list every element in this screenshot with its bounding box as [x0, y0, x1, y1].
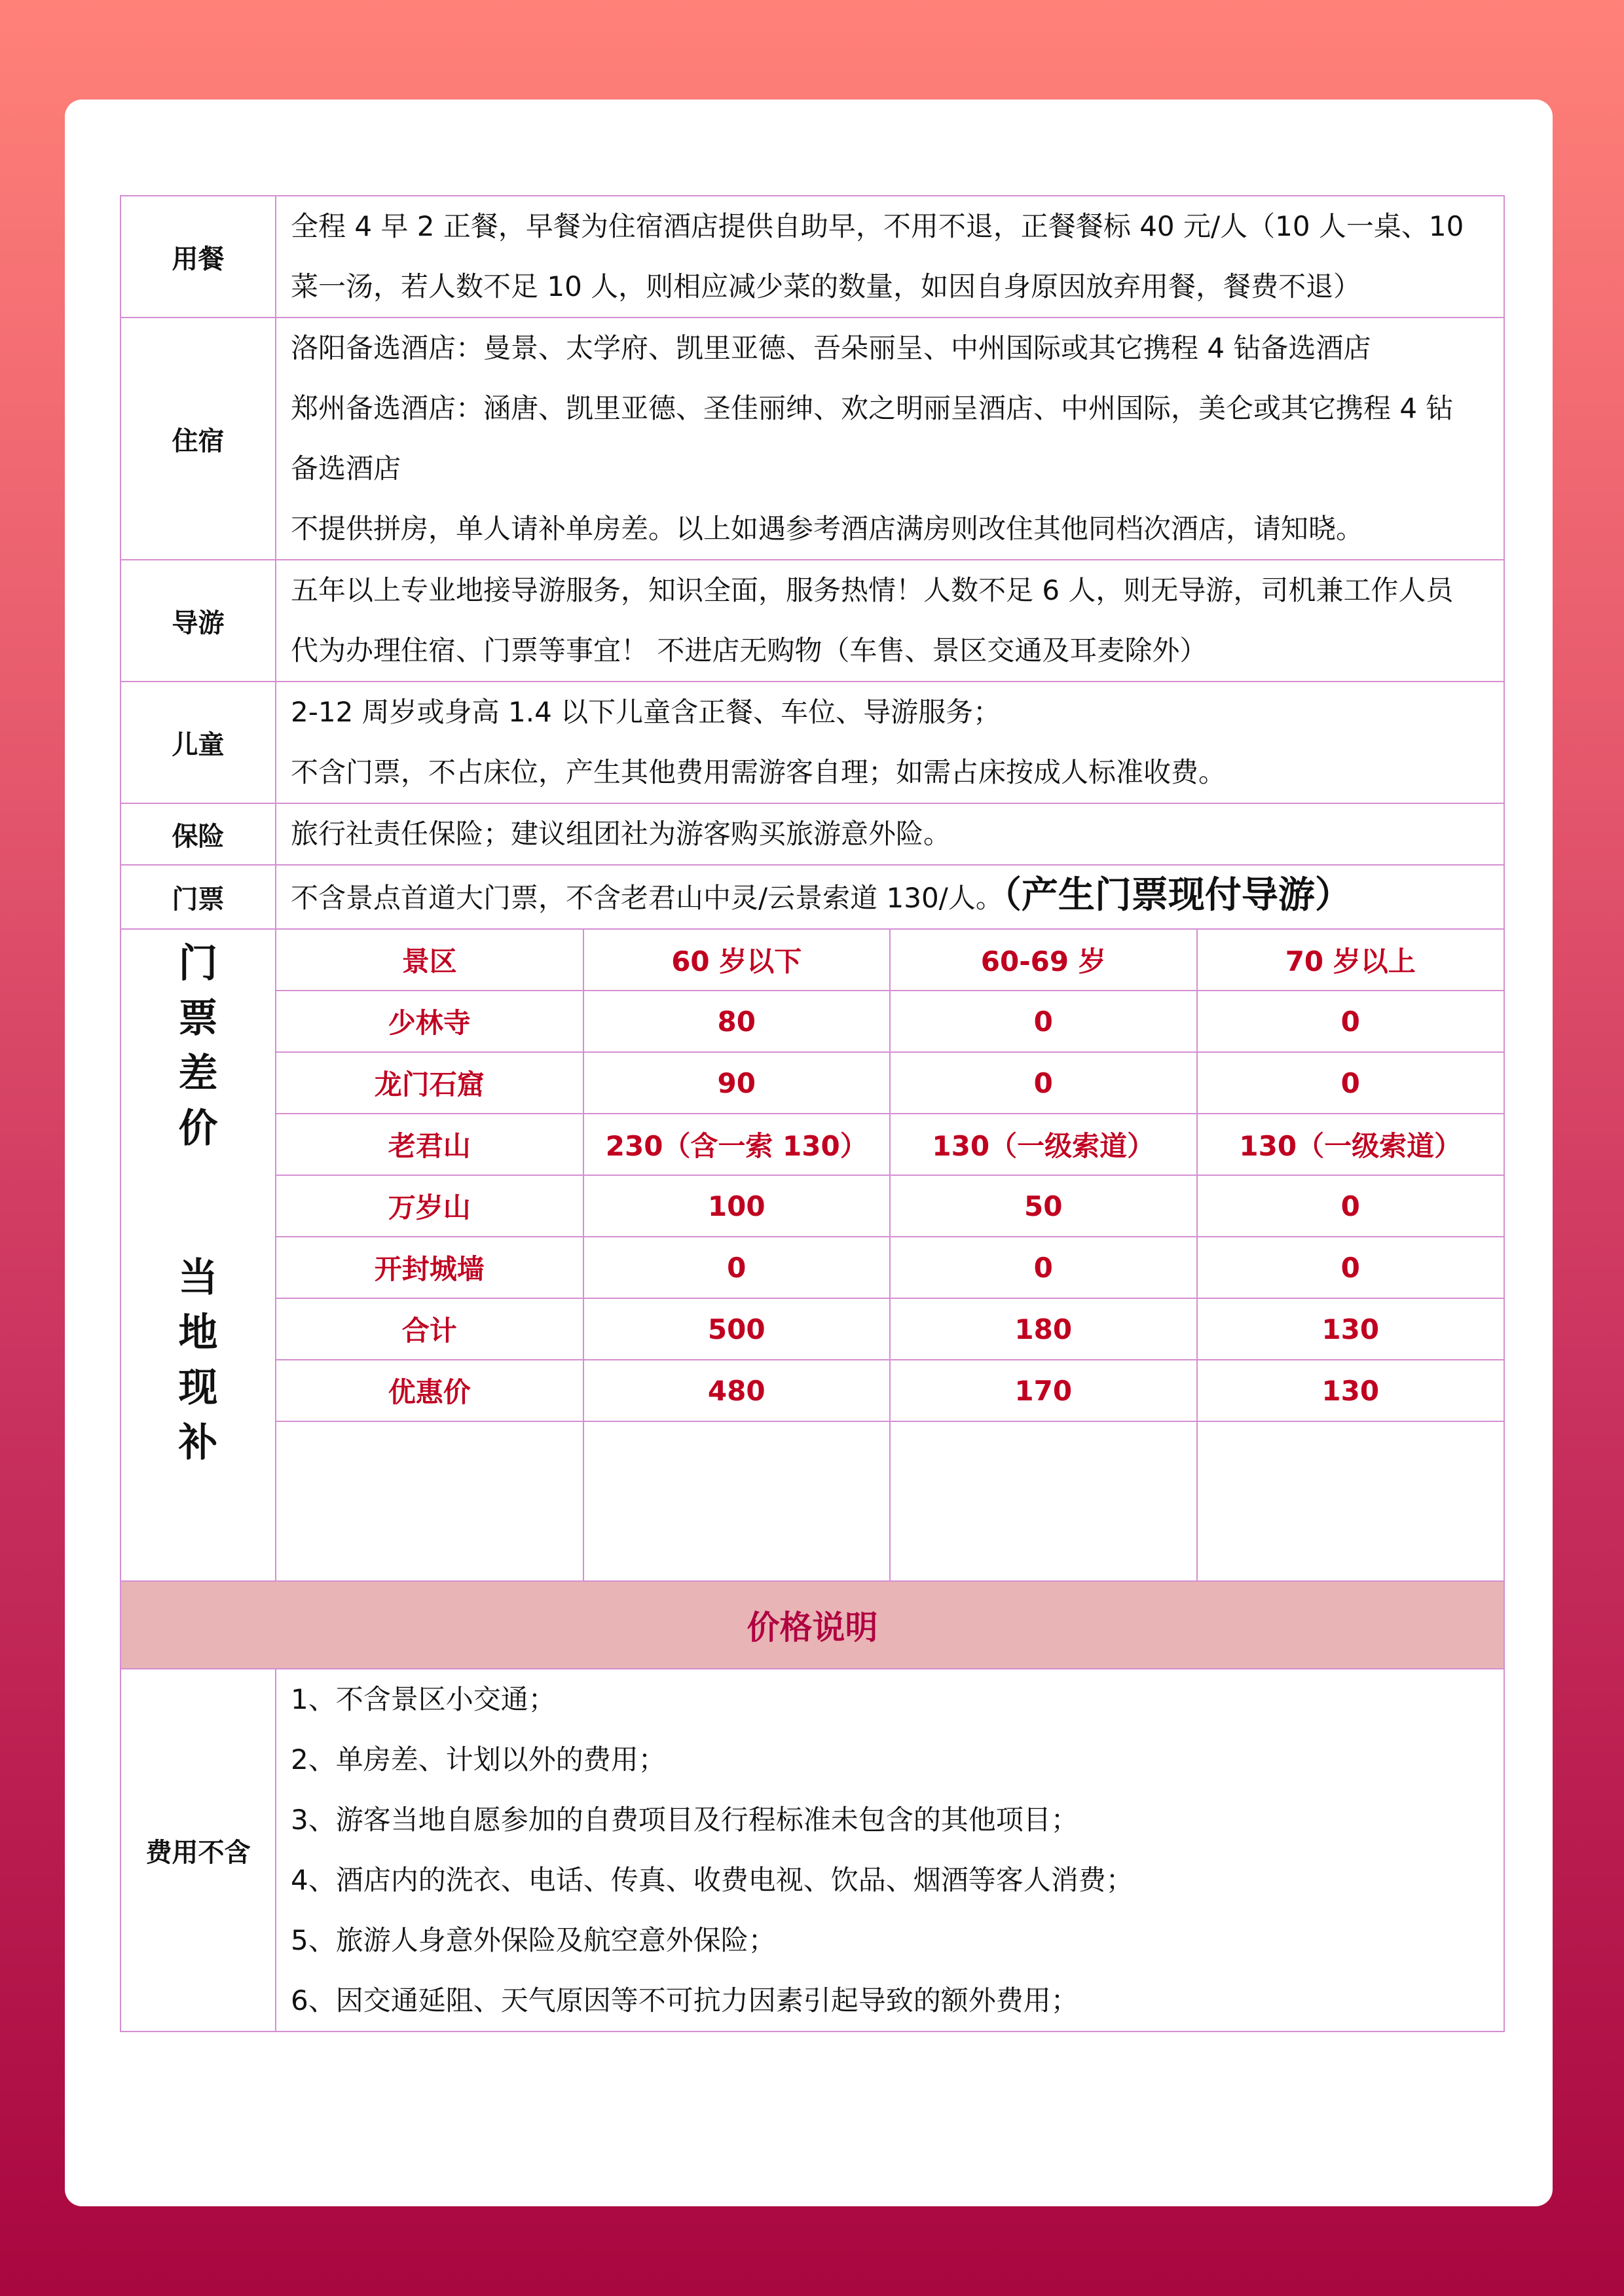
row-price-section [120, 1581, 1504, 1669]
text-children: 2-12 周岁或身高 1.4 以下儿童含正餐、车位、导游服务； 不含门票，不占床位，产生其他费用需游客自理；如需占床按成人标准收费。 [276, 682, 1504, 803]
text-insurance: 旅行社责任保险；建议组团社为游客购买旅游意外险。 [276, 803, 1504, 865]
itinerary-table [120, 195, 1505, 2032]
price-difference-side-label: 门 票 差 价 当 地 现 补 [120, 929, 276, 1581]
list-item: 5、旅游人身意外保险及航空意外保险； [291, 1924, 776, 1956]
price-table [276, 930, 1504, 1580]
row-children [120, 682, 1504, 803]
price-row: 万岁山 100 50 0 [276, 1175, 1504, 1237]
section-title-price-notes: 价格说明 [120, 1581, 1504, 1669]
label-ticket: 门票 [120, 865, 276, 929]
label-lodging: 住宿 [120, 318, 276, 560]
price-row: 老君山 230（含一索 130） 130（一级索道） 130（一级索道） [276, 1114, 1504, 1175]
row-exclusions [120, 1669, 1504, 2032]
header-scenic: 景区 [276, 930, 583, 991]
label-insurance: 保险 [120, 803, 276, 865]
text-meals: 全程 4 早 2 正餐，早餐为住宿酒店提供自助早，不用不退，正餐餐标 40 元/人（10 人一桌、10 菜一汤，若人数不足 10 人，则相应减少菜的数量，如因自身原因放弃用餐，餐费不退） [276, 196, 1504, 318]
price-row-discount: 优惠价 480 170 130 [276, 1360, 1504, 1421]
price-row: 龙门石窟 90 0 0 [276, 1052, 1504, 1114]
price-row: 开封城墙 0 0 0 [276, 1237, 1504, 1298]
row-lodging [120, 318, 1504, 560]
price-table-filler [276, 1421, 1504, 1580]
text-lodging: 洛阳备选酒店：曼景、太学府、凯里亚德、吾朵丽呈、中州国际或其它携程 4 钻备选酒店 郑州备选酒店：涵唐、凯里亚德、圣佳丽绅、欢之明丽呈酒店、中州国际，美仑或其它携程 4 钻 备选酒店 不提供拼房，单人请补单房差。以上如遇参考酒店满房则改住其他同档次酒店，请知晓。 [276, 318, 1504, 560]
label-meals: 用餐 [120, 196, 276, 318]
label-exclusions: 费用不含 [120, 1669, 276, 2032]
price-row-total: 合计 500 180 130 [276, 1298, 1504, 1360]
price-row: 少林寺 80 0 0 [276, 991, 1504, 1052]
label-guide: 导游 [120, 560, 276, 682]
list-item: 6、因交通延阻、天气原因等不可抗力因素引起导致的额外费用； [291, 1984, 1079, 2016]
price-table-cell [276, 929, 1504, 1581]
header-under-60: 60 岁以下 [583, 930, 891, 991]
row-insurance [120, 803, 1504, 865]
row-ticket [120, 865, 1504, 929]
price-table-header [276, 930, 1504, 991]
list-item: 4、酒店内的洗衣、电话、传真、收费电视、饮品、烟酒等客人消费； [291, 1864, 1134, 1896]
ticket-emphasis: （产生门票现付导游） [1003, 874, 1352, 917]
list-item: 2、单房差、计划以外的费用； [291, 1743, 666, 1776]
row-meals [120, 196, 1504, 318]
text-ticket: 不含景点首道大门票，不含老君山中灵/云景索道 130/人。（产生门票现付导游） [276, 865, 1504, 929]
header-60-69: 60-69 岁 [890, 930, 1197, 991]
label-children: 儿童 [120, 682, 276, 803]
exclusions-list [276, 1669, 1504, 2032]
list-item: 3、游客当地自愿参加的自费项目及行程标准未包含的其他项目； [291, 1804, 1079, 1836]
row-price-difference [120, 929, 1504, 1581]
text-guide: 五年以上专业地接导游服务，知识全面，服务热情！人数不足 6 人，则无导游，司机兼工作人员 代为办理住宿、门票等事宜！ 不进店无购物（车售、景区交通及耳麦除外） [276, 560, 1504, 682]
header-70-plus: 70 岁以上 [1197, 930, 1504, 991]
row-guide [120, 560, 1504, 682]
content-card [65, 100, 1553, 2206]
list-item: 1、不含景区小交通； [291, 1683, 556, 1715]
